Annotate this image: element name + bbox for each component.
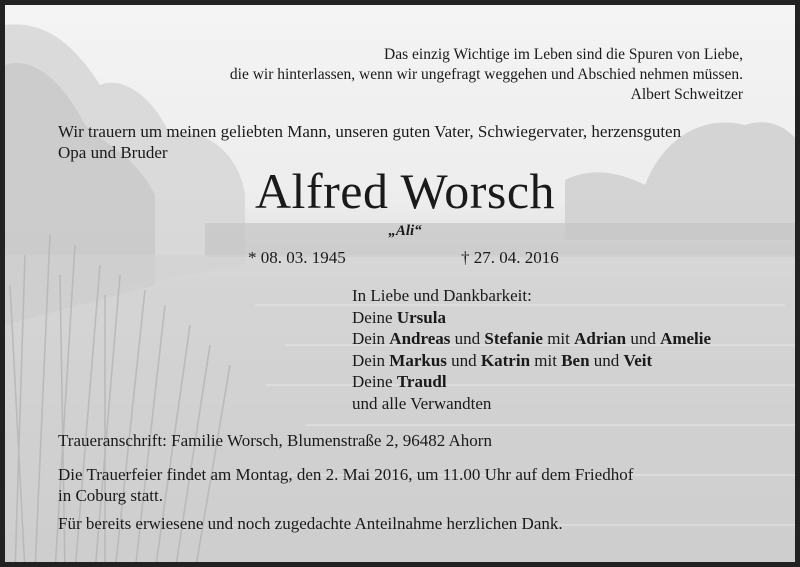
mourner-name: Katrin (480, 350, 531, 370)
deceased-name: Alfred Worsch (254, 163, 556, 219)
word: Dein (352, 329, 390, 348)
mourner-name: Ursula (396, 307, 446, 327)
quote-line: die wir hinterlassen, wenn wir ungefragt weggehen und Abschied nehmen müssen. (229, 66, 743, 83)
funeral-info (58, 464, 748, 506)
quote (230, 45, 743, 105)
mourner-line (352, 371, 711, 393)
word: mit (530, 350, 562, 370)
word: Deine (352, 372, 397, 391)
word: Dein (352, 350, 390, 370)
mourner-name: Andreas (389, 329, 451, 348)
notice-content (5, 5, 795, 562)
mourner-line (352, 307, 711, 329)
mourners-heading: In Liebe und Dankbarkeit: (352, 286, 532, 305)
funeral-line: Die Trauerfeier findet am Montag, den 2. Mai 2016, um 11.00 Uhr auf dem Friedhof (58, 465, 634, 484)
quote-author: Albert Schweitzer (630, 86, 743, 103)
mourner-name: Amelie (660, 329, 712, 348)
word: und (626, 329, 661, 348)
intro-line: Opa und Bruder (58, 143, 168, 162)
mourner-line: und alle Verwandten (352, 393, 492, 413)
word: mit (542, 329, 575, 348)
thanks-text: Für bereits erwiesene und noch zugedachte Anteilnahme herzlichen Dank. (58, 514, 563, 533)
intro-line: Wir trauern um meinen geliebten Mann, unseren guten Vater, Schwiegervater, herzensguten (58, 122, 682, 141)
word: und (589, 350, 624, 370)
intro-text (58, 121, 758, 163)
word: und (446, 350, 481, 370)
mourner-name: Ben (561, 350, 590, 370)
mourner-name: Traudl (396, 372, 447, 391)
birth-date: * 08. 03. 1945 (248, 248, 346, 267)
funeral-line: in Coburg statt. (58, 486, 163, 505)
mourner-name: Veit (623, 350, 653, 370)
quote-line: Das einzig Wichtige im Leben sind die Spuren von Liebe, (384, 46, 743, 63)
word: Deine (352, 307, 397, 327)
mourners-list (352, 285, 711, 414)
deceased-nickname: „Ali“ (388, 223, 422, 239)
word: und (450, 329, 485, 348)
mourning-address: Traueranschrift: Familie Worsch, Blumenstraße 2, 96482 Ahorn (58, 431, 492, 450)
mourner-line (352, 350, 711, 372)
mourner-line (352, 328, 711, 350)
death-date: † 27. 04. 2016 (461, 248, 559, 267)
mourner-name: Stefanie (484, 329, 543, 348)
mourner-name: Adrian (574, 329, 627, 348)
mourner-name: Markus (389, 350, 447, 370)
